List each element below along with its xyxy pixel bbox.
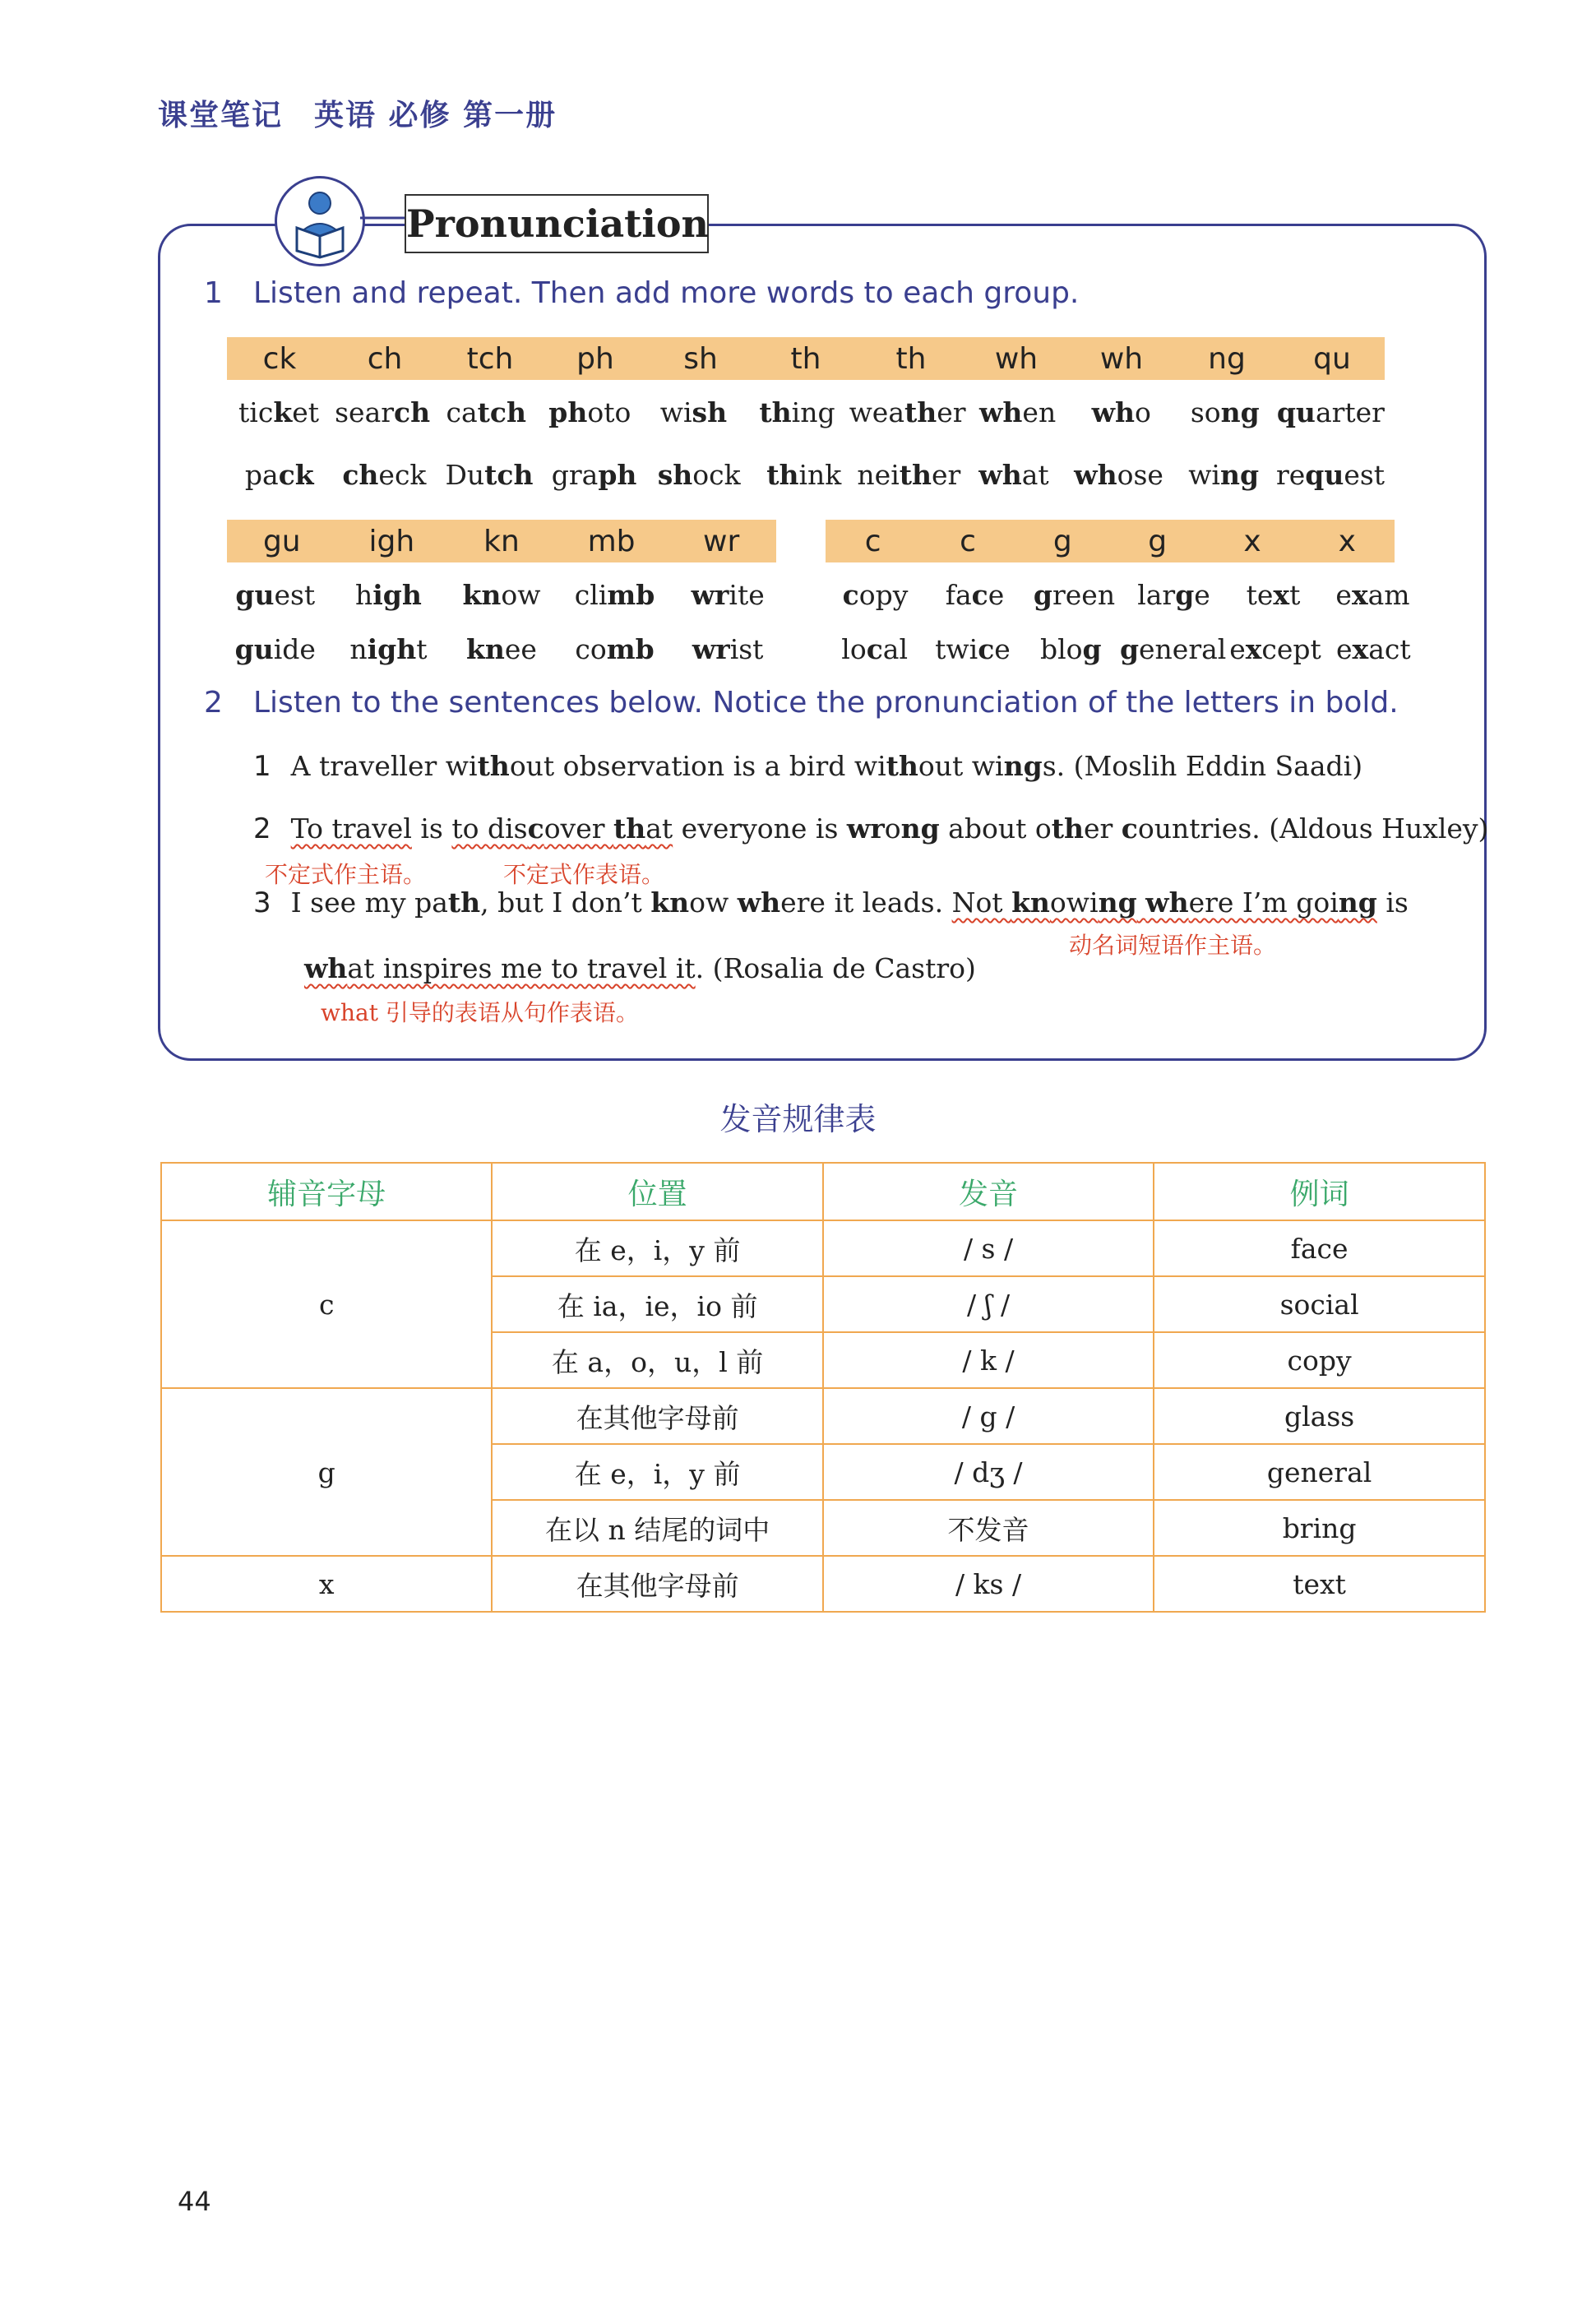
example-word: pack	[244, 459, 314, 491]
pronunciation-rules-table	[160, 1162, 1486, 1613]
group-c-letter: g	[1148, 524, 1168, 558]
example-word: know	[462, 579, 541, 611]
example-cell: glass	[1154, 1388, 1485, 1444]
sentence-number: 2	[253, 812, 271, 845]
sentence-number: 1	[253, 750, 271, 783]
example-word: guest	[235, 579, 316, 611]
group-a-letter: wh	[994, 341, 1039, 376]
group-c-letter: x	[1338, 524, 1356, 558]
sound-cell: / g /	[823, 1388, 1154, 1444]
task1-instruction: Listen and repeat. Then add more words to each group.	[253, 276, 1080, 310]
group-b-letter-bar	[227, 520, 776, 562]
task2-number: 2	[204, 686, 223, 720]
example-word: weather	[849, 396, 966, 428]
table-title: 发音规律表	[719, 1101, 877, 1137]
example-cell: text	[1154, 1556, 1485, 1612]
position-cell: 在其他字母前	[492, 1556, 822, 1612]
group-c-letter: c	[864, 524, 881, 558]
sound-cell: / ʃ /	[823, 1276, 1154, 1332]
example-word: comb	[575, 633, 655, 665]
group-c-letter: x	[1243, 524, 1261, 558]
table-row	[161, 1220, 1485, 1276]
group-a-letter: sh	[683, 341, 718, 376]
group-a-letter: th	[895, 341, 927, 376]
group-a-letter: ck	[262, 341, 297, 376]
task1-number: 1	[204, 276, 223, 310]
example-word: twice	[935, 633, 1011, 665]
page-number: 44	[178, 2186, 211, 2217]
group-a-letter-bar	[227, 337, 1385, 380]
header-consonant: 辅音字母	[161, 1163, 492, 1220]
group-b-letter: gu	[262, 524, 301, 558]
sound-cell: / k /	[823, 1332, 1154, 1388]
sentence-2: 2 To travel is to discover that everyone is wrong about other countries. (Aldous Huxley)	[253, 812, 1489, 845]
group-c-letter: g	[1052, 524, 1072, 558]
group-a-letter: tch	[466, 341, 514, 376]
example-word: graph	[551, 459, 637, 491]
example-word: green	[1033, 579, 1116, 611]
group-c-words-row2	[826, 633, 1423, 665]
sentence-3-continued: what inspires me to travel it. (Rosalia de Castro)	[304, 952, 976, 984]
group-a-letter: ng	[1208, 341, 1246, 376]
group-a-words-row1	[227, 396, 1385, 428]
sound-cell: / s /	[823, 1220, 1154, 1276]
note-infinitive-subject: 不定式作主语。	[265, 861, 427, 888]
header-sound: 发音	[823, 1163, 1154, 1220]
example-word: wrist	[692, 633, 764, 665]
group-b-words-row2	[219, 633, 784, 665]
sentence-number: 3	[253, 886, 271, 919]
example-word: blog	[1039, 633, 1102, 665]
example-cell: general	[1154, 1444, 1485, 1500]
header-position: 位置	[492, 1163, 822, 1220]
example-word: write	[691, 579, 765, 611]
example-word: request	[1275, 459, 1386, 491]
example-cell: face	[1154, 1220, 1485, 1276]
group-b-letter: mb	[587, 524, 636, 558]
example-word: photo	[548, 396, 631, 428]
position-cell: 在 a，o，u，l 前	[492, 1332, 822, 1388]
group-b-words-row1	[219, 579, 784, 611]
header-example: 例词	[1154, 1163, 1485, 1220]
group-c-letter: c	[960, 524, 976, 558]
example-word: knee	[466, 633, 537, 665]
note-what-clause: what 引导的表语从句作表语。	[321, 999, 639, 1026]
table-row	[161, 1556, 1485, 1612]
sentence-1: 1 A traveller without observation is a bird without wings. (Moslih Eddin Saadi)	[253, 750, 1363, 783]
group-c-letter-bar	[826, 520, 1395, 562]
consonant-cell: x	[161, 1556, 492, 1612]
consonant-cell: c	[161, 1220, 492, 1388]
example-word: think	[766, 459, 842, 491]
example-word: guide	[234, 633, 316, 665]
example-word: face	[945, 579, 1005, 611]
example-word: what	[978, 459, 1049, 491]
group-b-letter: kn	[483, 524, 520, 558]
example-cell: bring	[1154, 1500, 1485, 1556]
example-word: quarter	[1276, 396, 1385, 428]
sound-cell: / dʒ /	[823, 1444, 1154, 1500]
example-word: shock	[657, 459, 741, 491]
group-a-letter: th	[790, 341, 821, 376]
running-header: 课堂笔记 英语 必修 第一册	[158, 99, 557, 132]
example-word: except	[1229, 633, 1321, 665]
position-cell: 在 ia，ie，io 前	[492, 1276, 822, 1332]
task2-instruction: Listen to the sentences below. Notice the pronunciation of the letters in bold.	[253, 686, 1399, 720]
section-title: Pronunciation	[405, 194, 709, 253]
example-word: wing	[1188, 459, 1260, 491]
sound-cell: 不发音	[823, 1500, 1154, 1556]
example-word: who	[1091, 396, 1151, 428]
example-word: local	[841, 633, 909, 665]
example-word: text	[1246, 579, 1301, 611]
table-header-row	[161, 1163, 1485, 1220]
example-cell: social	[1154, 1276, 1485, 1332]
example-word: ticket	[238, 396, 320, 428]
group-a-letter: ph	[576, 341, 614, 376]
reading-person-icon	[275, 176, 365, 266]
group-b-letter: wr	[703, 524, 740, 558]
title-connector	[360, 215, 406, 220]
group-a-letter: ch	[367, 341, 403, 376]
example-word: exact	[1335, 633, 1411, 665]
example-word: Dutch	[445, 459, 534, 491]
example-word: large	[1137, 579, 1210, 611]
example-word: neither	[857, 459, 961, 491]
example-cell: copy	[1154, 1332, 1485, 1388]
sound-cell: / ks /	[823, 1556, 1154, 1612]
example-word: copy	[842, 579, 909, 611]
sentence-3: 3 I see my path, but I don’t know where it leads. Not knowing where I’m going is	[253, 886, 1409, 919]
group-a-letter: qu	[1313, 341, 1351, 376]
example-word: song	[1190, 396, 1260, 428]
example-word: when	[979, 396, 1057, 428]
example-word: thing	[759, 396, 835, 428]
position-cell: 在其他字母前	[492, 1388, 822, 1444]
group-a-letter: wh	[1099, 341, 1144, 376]
group-a-words-row2	[227, 459, 1385, 491]
table-row	[161, 1388, 1485, 1444]
example-word: whose	[1074, 459, 1163, 491]
example-word: general	[1119, 633, 1227, 665]
position-cell: 在以 n 结尾的词中	[492, 1500, 822, 1556]
example-word: climb	[574, 579, 655, 611]
note-gerund-subject: 动名词短语作主语。	[1069, 932, 1277, 959]
example-word: search	[335, 396, 431, 428]
example-word: exam	[1335, 579, 1410, 611]
group-c-words-row1	[826, 579, 1423, 611]
example-word: check	[342, 459, 427, 491]
example-word: wish	[659, 396, 728, 428]
note-infinitive-predicative: 不定式作表语。	[503, 861, 665, 888]
consonant-cell: g	[161, 1388, 492, 1556]
position-cell: 在 e，i，y 前	[492, 1444, 822, 1500]
example-word: catch	[446, 396, 526, 428]
position-cell: 在 e，i，y 前	[492, 1220, 822, 1276]
example-word: high	[354, 579, 422, 611]
example-word: night	[349, 633, 428, 665]
group-b-letter: igh	[368, 524, 415, 558]
